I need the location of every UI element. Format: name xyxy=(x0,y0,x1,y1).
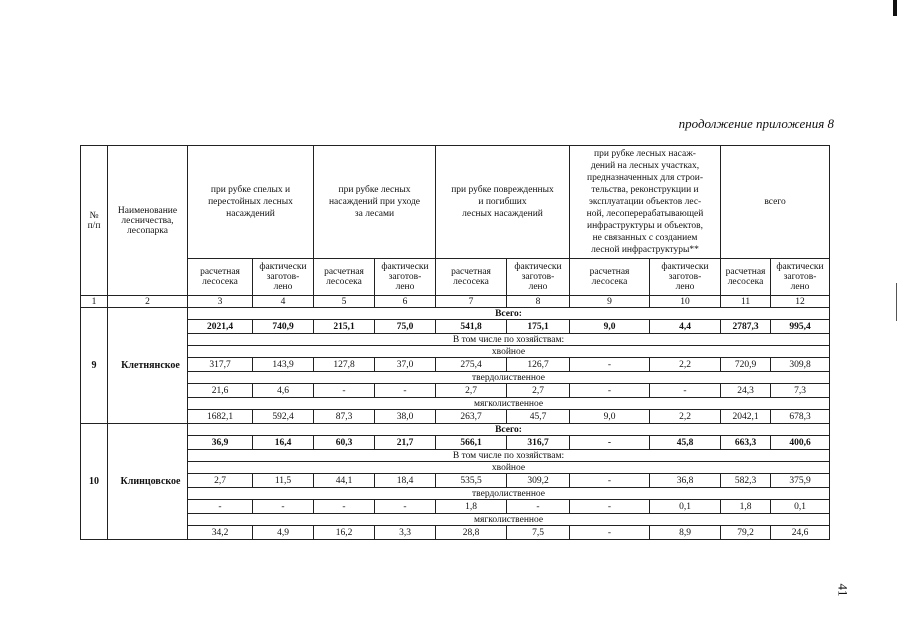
value-cell: 316,7 xyxy=(507,436,570,450)
column-number-cell: 11 xyxy=(721,296,771,308)
value-cell: 2021,4 xyxy=(188,320,253,334)
values-row-total xyxy=(81,320,830,334)
value-cell: 24,6 xyxy=(771,526,830,540)
column-number-cell: 10 xyxy=(650,296,721,308)
value-cell: 566,1 xyxy=(436,436,507,450)
value-cell: 317,7 xyxy=(188,358,253,372)
subheader-cell: фактически заготов- лено xyxy=(375,259,436,296)
value-cell: 16,2 xyxy=(314,526,375,540)
value-cell: 263,7 xyxy=(436,410,507,424)
band-row-by-type xyxy=(81,450,830,462)
value-cell: 16,4 xyxy=(253,436,314,450)
value-cell: 275,4 xyxy=(436,358,507,372)
value-cell: 2,2 xyxy=(650,410,721,424)
group-number: 9 xyxy=(81,308,108,424)
column-number-cell: 6 xyxy=(375,296,436,308)
value-cell: 2,7 xyxy=(507,384,570,398)
values-row-softwood xyxy=(81,526,830,540)
value-cell: 995,4 xyxy=(771,320,830,334)
value-cell: 24,3 xyxy=(721,384,771,398)
value-cell: 663,3 xyxy=(721,436,771,450)
value-cell: - xyxy=(570,474,650,488)
header-group-mature: при рубке спелых и перестойных лесных насаждений xyxy=(188,146,314,259)
header-group-total: всего xyxy=(721,146,830,259)
value-cell: 38,0 xyxy=(375,410,436,424)
subheader-cell: фактически заготов- лено xyxy=(771,259,830,296)
value-cell: 4,4 xyxy=(650,320,721,334)
value-cell: - xyxy=(375,384,436,398)
value-cell: 0,1 xyxy=(650,500,721,514)
band-label: В том числе по хозяйствам: xyxy=(188,450,830,462)
value-cell: 9,0 xyxy=(570,320,650,334)
value-cell: 2,7 xyxy=(436,384,507,398)
value-cell: 127,8 xyxy=(314,358,375,372)
value-cell: 60,3 xyxy=(314,436,375,450)
column-number-cell: 5 xyxy=(314,296,375,308)
subheader-cell: расчетная лесосека xyxy=(188,259,253,296)
page-edge-mark xyxy=(893,0,897,16)
value-cell: - xyxy=(570,500,650,514)
value-cell: 2787,3 xyxy=(721,320,771,334)
forestry-name: Клетнянское xyxy=(108,308,188,424)
header-group-infrastructure: при рубке лесных насаж- дений на лесных участках, предназначенных для строи- тельства, реконструкции и эксплуатации объектов лес- ной, лесоперерабатывающей инфраструктуры и объектов, не связанных с созданием лесной инфраструктуры** xyxy=(570,146,721,259)
value-cell: - xyxy=(253,500,314,514)
value-cell: - xyxy=(507,500,570,514)
value-cell: 75,0 xyxy=(375,320,436,334)
value-cell: 9,0 xyxy=(570,410,650,424)
values-row-coniferous xyxy=(81,358,830,372)
value-cell: 7,3 xyxy=(771,384,830,398)
values-row-hardwood xyxy=(81,500,830,514)
column-number-cell: 1 xyxy=(81,296,108,308)
value-cell: - xyxy=(570,358,650,372)
band-label: твердолиственное xyxy=(188,372,830,384)
value-cell: - xyxy=(375,500,436,514)
band-row-softwood xyxy=(81,398,830,410)
value-cell: 740,9 xyxy=(253,320,314,334)
column-number-cell: 7 xyxy=(436,296,507,308)
value-cell: 45,8 xyxy=(650,436,721,450)
subheader-cell: фактически заготов- лено xyxy=(253,259,314,296)
value-cell: 582,3 xyxy=(721,474,771,488)
band-row-by-type xyxy=(81,334,830,346)
value-cell: 8,9 xyxy=(650,526,721,540)
value-cell: - xyxy=(314,384,375,398)
value-cell: 11,5 xyxy=(253,474,314,488)
forest-harvest-table xyxy=(80,145,830,540)
value-cell: - xyxy=(570,436,650,450)
value-cell: 126,7 xyxy=(507,358,570,372)
band-label: Всего: xyxy=(188,424,830,436)
value-cell: 18,4 xyxy=(375,474,436,488)
band-label: В том числе по хозяйствам: xyxy=(188,334,830,346)
value-cell: 2042,1 xyxy=(721,410,771,424)
value-cell: 400,6 xyxy=(771,436,830,450)
value-cell: 541,8 xyxy=(436,320,507,334)
header-row-column-numbers xyxy=(81,296,830,308)
value-cell: - xyxy=(314,500,375,514)
header-group-thinning: при рубке лесных насаждений при уходе за лесами xyxy=(314,146,436,259)
value-cell: 7,5 xyxy=(507,526,570,540)
band-row-total xyxy=(81,424,830,436)
value-cell: - xyxy=(570,526,650,540)
band-label: хвойное xyxy=(188,462,830,474)
band-label: мягколиственное xyxy=(188,514,830,526)
value-cell: 21,6 xyxy=(188,384,253,398)
column-number-cell: 8 xyxy=(507,296,570,308)
value-cell: 143,9 xyxy=(253,358,314,372)
subheader-cell: фактически заготов- лено xyxy=(507,259,570,296)
subheader-cell: расчетная лесосека xyxy=(570,259,650,296)
value-cell: 1,8 xyxy=(436,500,507,514)
column-number-cell: 4 xyxy=(253,296,314,308)
value-cell: 2,2 xyxy=(650,358,721,372)
value-cell: 37,0 xyxy=(375,358,436,372)
band-row-coniferous xyxy=(81,462,830,474)
value-cell: 4,9 xyxy=(253,526,314,540)
value-cell: 44,1 xyxy=(314,474,375,488)
value-cell: 28,8 xyxy=(436,526,507,540)
value-cell: 678,3 xyxy=(771,410,830,424)
band-label: твердолиственное xyxy=(188,488,830,500)
value-cell: 720,9 xyxy=(721,358,771,372)
band-label: хвойное xyxy=(188,346,830,358)
values-row-hardwood xyxy=(81,384,830,398)
band-row-softwood xyxy=(81,514,830,526)
value-cell: 592,4 xyxy=(253,410,314,424)
value-cell: 1682,1 xyxy=(188,410,253,424)
value-cell: 36,8 xyxy=(650,474,721,488)
header-group-damaged: при рубке поврежденных и погибших лесных насаждений xyxy=(436,146,570,259)
value-cell: - xyxy=(570,384,650,398)
value-cell: 309,2 xyxy=(507,474,570,488)
page-number: 41 xyxy=(835,583,851,597)
value-cell: 34,2 xyxy=(188,526,253,540)
table-body xyxy=(81,146,830,540)
band-label: мягколиственное xyxy=(188,398,830,410)
value-cell: 309,8 xyxy=(771,358,830,372)
value-cell: - xyxy=(650,384,721,398)
value-cell: 36,9 xyxy=(188,436,253,450)
column-number-cell: 12 xyxy=(771,296,830,308)
values-row-total xyxy=(81,436,830,450)
values-row-coniferous xyxy=(81,474,830,488)
value-cell: 375,9 xyxy=(771,474,830,488)
continuation-note: продолжение приложения 8 xyxy=(678,116,834,131)
band-row-total xyxy=(81,308,830,320)
column-number-cell: 3 xyxy=(188,296,253,308)
value-cell: 87,3 xyxy=(314,410,375,424)
value-cell: 45,7 xyxy=(507,410,570,424)
values-row-softwood xyxy=(81,410,830,424)
subheader-cell: расчетная лесосека xyxy=(721,259,771,296)
header-row-subcolumns xyxy=(81,259,830,296)
value-cell: 175,1 xyxy=(507,320,570,334)
column-number-cell: 9 xyxy=(570,296,650,308)
value-cell: 4,6 xyxy=(253,384,314,398)
value-cell: 215,1 xyxy=(314,320,375,334)
subheader-cell: расчетная лесосека xyxy=(314,259,375,296)
value-cell: 535,5 xyxy=(436,474,507,488)
value-cell: - xyxy=(188,500,253,514)
group-number: 10 xyxy=(81,424,108,540)
value-cell: 2,7 xyxy=(188,474,253,488)
header-row-groups xyxy=(81,146,830,259)
band-row-hardwood xyxy=(81,488,830,500)
value-cell: 21,7 xyxy=(375,436,436,450)
column-number-cell: 2 xyxy=(108,296,188,308)
value-cell: 3,3 xyxy=(375,526,436,540)
band-row-coniferous xyxy=(81,346,830,358)
value-cell: 79,2 xyxy=(721,526,771,540)
value-cell: 1,8 xyxy=(721,500,771,514)
header-forestry-name: Наименование лесничества, лесопарка xyxy=(108,146,188,296)
subheader-cell: фактически заготов- лено xyxy=(650,259,721,296)
band-label: Всего: xyxy=(188,308,830,320)
subheader-cell: расчетная лесосека xyxy=(436,259,507,296)
header-row-number: № п/п xyxy=(81,146,108,296)
page-edge-tick xyxy=(896,283,897,321)
value-cell: 0,1 xyxy=(771,500,830,514)
band-row-hardwood xyxy=(81,372,830,384)
forestry-name: Клинцовское xyxy=(108,424,188,540)
